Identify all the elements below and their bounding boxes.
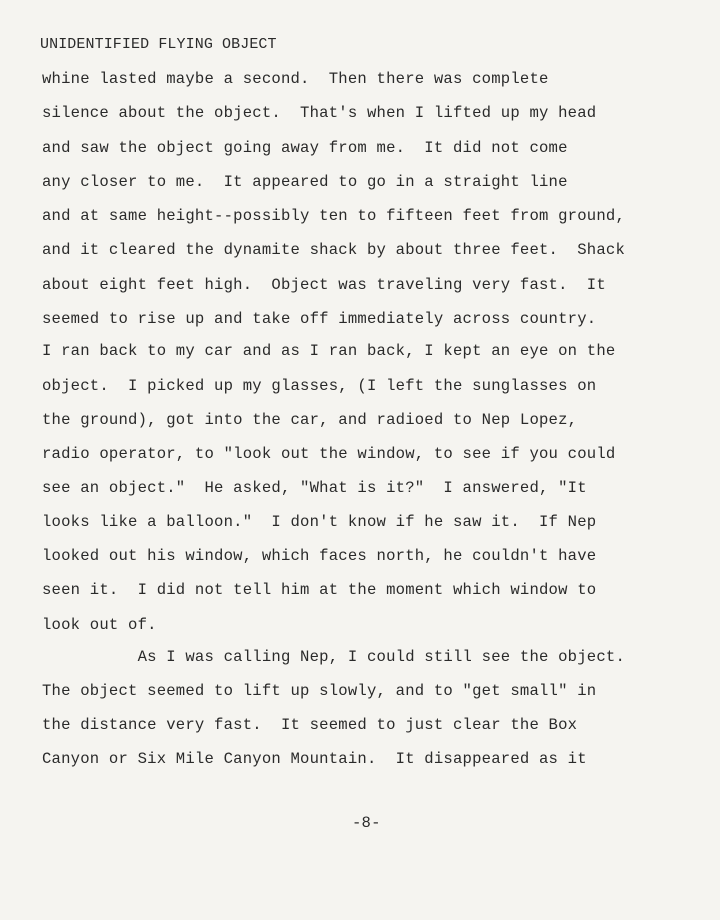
text-line-1: whine lasted maybe a second. Then there was complete xyxy=(42,70,549,88)
text-line-6: and it cleared the dynamite shack by about three feet. Shack xyxy=(42,241,626,259)
text-line-11: the ground), got into the car, and radioed to Nep Lopez, xyxy=(42,411,578,429)
text-line-18: As I was calling Nep, I could still see the object. xyxy=(42,648,626,666)
text-line-2: silence about the object. That's when I lifted up my head xyxy=(42,104,597,122)
text-line-13: see an object." He asked, "What is it?" I answered, "It xyxy=(42,479,587,497)
text-line-3: and saw the object going away from me. It did not come xyxy=(42,139,568,157)
text-line-5: and at same height--possibly ten to fifteen feet from ground, xyxy=(42,207,626,225)
text-line-16: seen it. I did not tell him at the moment which window to xyxy=(42,581,597,599)
text-line-8: seemed to rise up and take off immediately across country. xyxy=(42,310,597,328)
text-line-7: about eight feet high. Object was traveling very fast. It xyxy=(42,276,606,294)
text-line-19: The object seemed to lift up slowly, and to "get small" in xyxy=(42,682,597,700)
text-line-10: object. I picked up my glasses, (I left the sunglasses on xyxy=(42,377,597,395)
text-line-4: any closer to me. It appeared to go in a straight line xyxy=(42,173,568,191)
text-line-20: the distance very fast. It seemed to just clear the Box xyxy=(42,716,578,734)
page-number: -8- xyxy=(352,814,381,832)
text-line-12: radio operator, to "look out the window, to see if you could xyxy=(42,445,616,463)
text-line-17: look out of. xyxy=(42,616,157,634)
text-line-14: looks like a balloon." I don't know if he saw it. If Nep xyxy=(42,513,597,531)
text-line-15: looked out his window, which faces north, he couldn't have xyxy=(42,547,597,565)
text-line-21: Canyon or Six Mile Canyon Mountain. It disappeared as it xyxy=(42,750,587,768)
text-line-9: I ran back to my car and as I ran back, I kept an eye on the xyxy=(42,342,616,360)
document-header: UNIDENTIFIED FLYING OBJECT xyxy=(40,36,277,53)
